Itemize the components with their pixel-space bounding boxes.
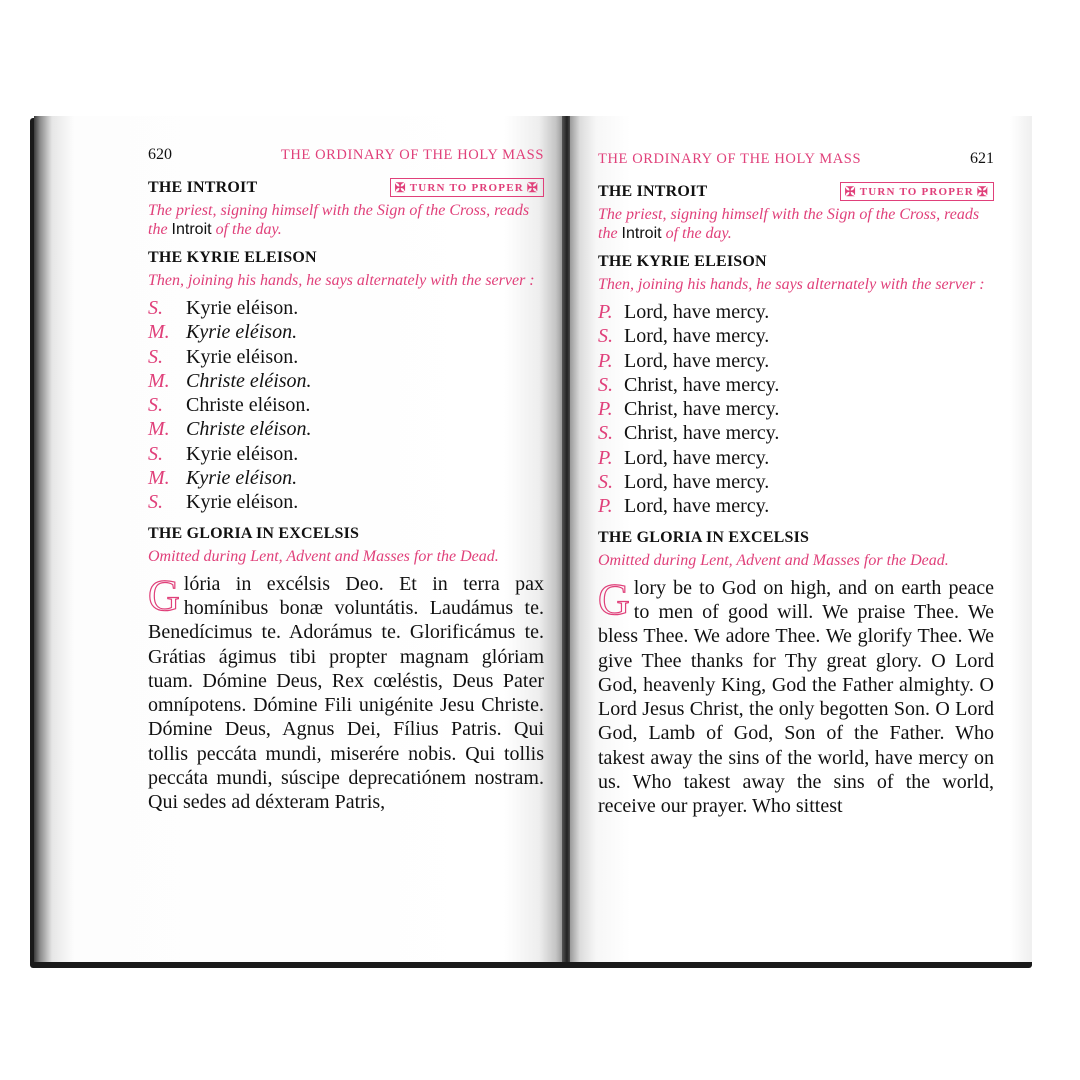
kyrie-text: Kyrie eléison. — [186, 442, 299, 465]
right-page-content — [598, 150, 994, 819]
kyrie-line — [148, 369, 544, 393]
speaker-label: P. — [598, 301, 613, 323]
kyrie-line — [598, 446, 994, 470]
kyrie-text: Lord, have mercy. — [624, 471, 770, 494]
page-number: 620 — [148, 146, 172, 163]
cross-icon: ✠ — [526, 180, 539, 195]
introit-rubric — [598, 205, 994, 243]
introit-heading-row — [598, 182, 994, 201]
kyrie-line — [148, 345, 544, 369]
running-head: THE ORDINARY OF THE HOLY MASS — [598, 151, 862, 167]
turn-to-proper-label: TURN TO PROPER — [409, 181, 524, 194]
turn-to-proper-box — [840, 182, 994, 201]
speaker-label: S. — [598, 325, 613, 348]
rubric-text: of the day. — [661, 225, 732, 242]
gloria-text: lória in excélsis Deo. Et in terra pax homínibus bonæ voluntátis. Laudámus te. Benedícimus te. Adorámus te. Glorificámus te. Grátias ágimus tibi propter magnam glóriam tuam. Dómine Deus, Rex cœléstis, Deus Pater omnípotens. Dómine Fili unigénite Jesu Christe. Dómine Deus, Agnus Dei, Fílius Patris. Qui tollis peccáta mundi, miserére nobis. Qui tollis peccáta mundi, súscipe deprecatiónem nostram. Qui sedes ad déxteram Patris, — [148, 572, 544, 814]
section-title-gloria: THE GLORIA IN EXCELSIS — [598, 528, 810, 546]
rubric-text: The priest, signing himself with the Sign of the Cross, reads the — [598, 206, 980, 242]
speaker-label: S. — [148, 297, 163, 319]
kyrie-list — [148, 296, 544, 515]
kyrie-text: Lord, have mercy. — [624, 301, 770, 323]
speaker-label: P. — [598, 398, 613, 421]
introit-heading-row — [148, 178, 544, 197]
section-title-introit: THE INTROIT — [148, 178, 258, 196]
gloria-rubric: Omitted during Lent, Advent and Masses for the Dead. — [148, 547, 499, 565]
kyrie-text: Lord, have mercy. — [624, 446, 770, 469]
kyrie-text: Lord, have mercy. — [624, 325, 770, 348]
gloria-rubric: Omitted during Lent, Advent and Masses for the Dead. — [598, 551, 949, 569]
kyrie-text: Kyrie eléison. — [186, 467, 298, 490]
kyrie-heading-row — [148, 249, 544, 267]
kyrie-line — [598, 324, 994, 348]
running-head: THE ORDINARY OF THE HOLY MASS — [280, 147, 544, 163]
kyrie-text: Kyrie eléison. — [186, 491, 299, 514]
left-page — [34, 116, 564, 962]
kyrie-list — [598, 300, 994, 519]
speaker-label: S. — [598, 471, 613, 494]
rubric-introit-word: Introit — [621, 225, 662, 242]
introit-rubric — [148, 201, 544, 239]
speaker-label: S. — [598, 422, 613, 445]
drop-cap: G — [598, 574, 630, 624]
cross-icon: ✠ — [394, 180, 407, 195]
left-page-header — [148, 146, 544, 168]
rubric-text: of the day. — [211, 221, 282, 238]
kyrie-rubric: Then, joining his hands, he says alternately with the server : — [148, 272, 535, 289]
cross-icon: ✠ — [844, 184, 857, 199]
rubric-text: The priest, signing himself with the Sign of the Cross, reads the — [148, 202, 530, 238]
turn-to-proper-box — [390, 178, 544, 197]
speaker-label: P. — [598, 446, 613, 469]
kyrie-text: Christe eléison. — [186, 394, 311, 417]
kyrie-line — [598, 349, 994, 373]
speaker-label: S. — [148, 491, 163, 514]
right-page-header — [598, 150, 994, 172]
speaker-label: S. — [598, 373, 613, 396]
drop-cap: G — [148, 570, 180, 620]
speaker-label: M. — [148, 321, 170, 344]
kyrie-text: Kyrie eléison. — [186, 345, 299, 368]
speaker-label: S. — [148, 345, 163, 368]
speaker-label: P. — [598, 349, 613, 372]
cross-icon: ✠ — [976, 184, 989, 199]
kyrie-line — [598, 397, 994, 421]
gloria-body — [598, 576, 994, 819]
kyrie-line — [148, 466, 544, 490]
kyrie-line — [598, 494, 994, 518]
kyrie-text: Kyrie eléison. — [186, 321, 298, 344]
gloria-heading-row — [598, 529, 994, 547]
kyrie-text: Kyrie eléison. — [186, 297, 299, 319]
kyrie-line — [148, 296, 544, 320]
turn-to-proper-label: TURN TO PROPER — [859, 185, 974, 198]
speaker-label: M. — [148, 467, 170, 490]
speaker-label: M. — [148, 418, 170, 441]
kyrie-line — [148, 320, 544, 344]
section-title-kyrie: THE KYRIE ELEISON — [598, 253, 767, 270]
speaker-label: S. — [148, 394, 163, 417]
kyrie-text: Lord, have mercy. — [624, 495, 770, 518]
rubric-introit-word: Introit — [171, 221, 212, 238]
section-title-introit: THE INTROIT — [598, 182, 708, 200]
speaker-label: P. — [598, 495, 613, 518]
kyrie-rubric: Then, joining his hands, he says alternately with the server : — [598, 276, 985, 293]
left-page-content — [148, 146, 544, 815]
kyrie-text: Christ, have mercy. — [624, 422, 780, 445]
kyrie-line — [148, 417, 544, 441]
page-number: 621 — [970, 150, 994, 167]
gloria-text: lory be to God on high, and on earth peace to men of good will. We praise Thee. We bless Thee. We adore Thee. We glorify Thee. We give Thee thanks for Thy great glory. O Lord God, heavenly King, God the Father almighty. O Lord Jesus Christ, the only begotten Son. O Lord God, Lamb of God, Son of the Father. Who takest away the sins of the world, have mercy on us. Who takest away the sins of the world, receive our prayer. Who sittest — [598, 576, 994, 818]
kyrie-line — [148, 490, 544, 514]
right-page — [570, 116, 1032, 962]
gloria-body — [148, 572, 544, 815]
kyrie-line — [148, 442, 544, 466]
kyrie-line — [598, 421, 994, 445]
section-title-kyrie: THE KYRIE ELEISON — [148, 249, 317, 266]
kyrie-line — [148, 393, 544, 417]
section-title-gloria: THE GLORIA IN EXCELSIS — [148, 524, 360, 542]
speaker-label: M. — [148, 369, 170, 392]
kyrie-text: Christ, have mercy. — [624, 373, 780, 396]
kyrie-text: Christe eléison. — [186, 418, 312, 441]
speaker-label: S. — [148, 442, 163, 465]
kyrie-text: Christe eléison. — [186, 369, 312, 392]
kyrie-text: Christ, have mercy. — [624, 398, 780, 421]
kyrie-text: Lord, have mercy. — [624, 349, 770, 372]
kyrie-line — [598, 300, 994, 324]
kyrie-line — [598, 373, 994, 397]
gloria-heading-row — [148, 525, 544, 543]
kyrie-line — [598, 470, 994, 494]
kyrie-heading-row — [598, 253, 994, 271]
